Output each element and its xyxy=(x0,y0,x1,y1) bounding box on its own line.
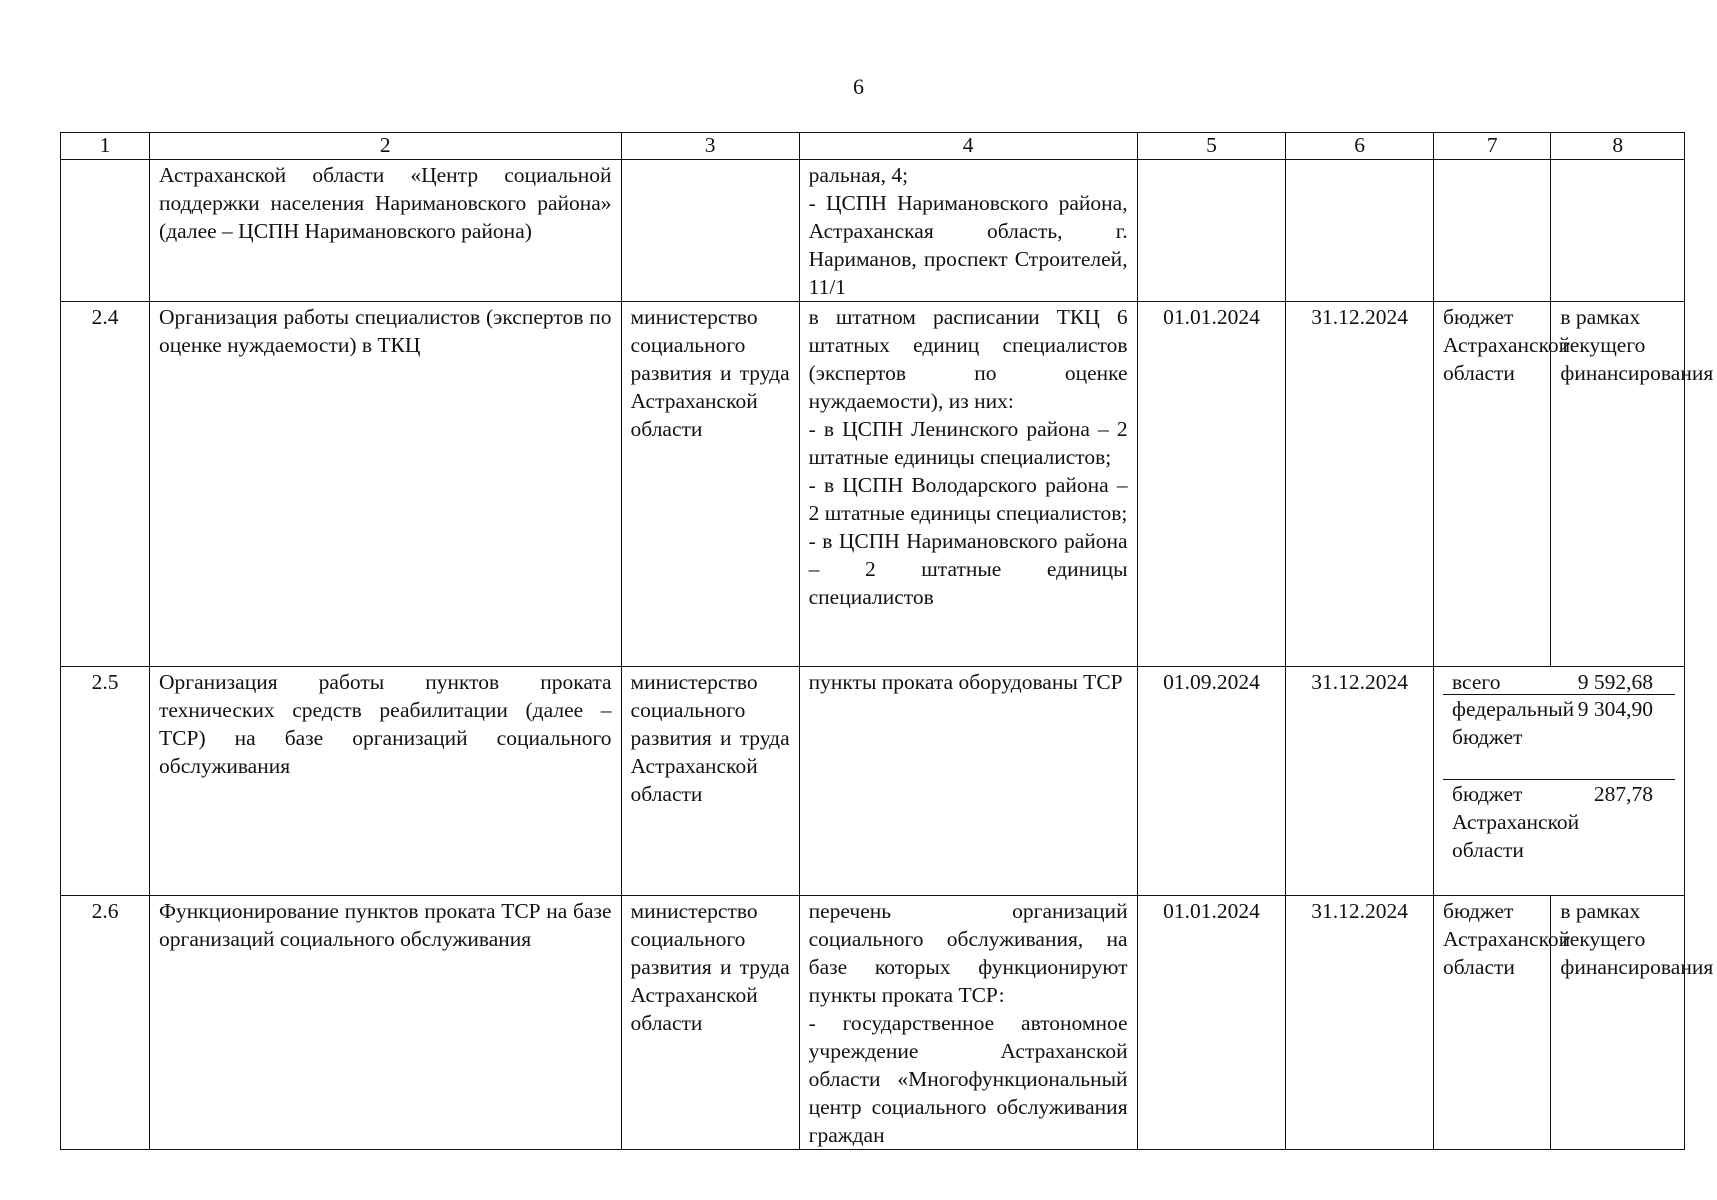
page-number: 6 xyxy=(853,74,864,99)
measure-name: Астраханской области «Центр социальной поддержки населения Наримановского района» (далее – ЦСПН Наримановского района) xyxy=(150,160,622,302)
column-header: 3 xyxy=(621,133,799,160)
responsible-executor: министерство социального развития и труда Астраханской области xyxy=(621,896,799,1150)
expected-result: в штатном расписании ТКЦ 6 штатных единиц специалистов (экспертов по оценке нуждаемости), из них: - в ЦСПН Ленинского района – 2 штатные единицы специалистов; - в ЦСПН Володарского района – 2 штатные единицы специалистов; - в ЦСПН Наримановского района – 2 штатные единицы специалистов xyxy=(799,302,1137,667)
end-date: 31.12.2024 xyxy=(1286,667,1434,896)
start-date: 01.01.2024 xyxy=(1137,302,1286,667)
measure-name: Организация работы пунктов проката технических средств реабилитации (далее – ТСР) на базе организаций социального обслуживания xyxy=(150,667,622,896)
end-date: 31.12.2024 xyxy=(1286,302,1434,667)
funding-line xyxy=(1443,779,1675,892)
responsible-executor xyxy=(621,160,799,302)
column-header: 1 xyxy=(61,133,150,160)
funding-source: бюджет Астраханской области xyxy=(1434,896,1551,1150)
funding-source: федеральный бюджет xyxy=(1452,697,1575,749)
table-row xyxy=(61,302,1685,667)
expected-result: ральная, 4; - ЦСПН Наримановского района, Астраханская область, г. Нариманов, проспект Строителей, 11/1 xyxy=(799,160,1137,302)
funding-amount: 287,78 xyxy=(1593,782,1653,806)
start-date: 01.01.2024 xyxy=(1137,896,1286,1150)
column-header: 6 xyxy=(1286,133,1434,160)
table-row xyxy=(61,160,1685,302)
row-number: 2.6 xyxy=(61,896,150,1150)
row-number xyxy=(61,160,150,302)
funding-amount: 9 304,90 xyxy=(1577,697,1653,721)
funding-line xyxy=(1443,668,1675,694)
measure-name: Организация работы специалистов (экспертов по оценке нуждаемости) в ТКЦ xyxy=(150,302,622,667)
funding-amount xyxy=(1551,160,1685,302)
start-date xyxy=(1137,160,1286,302)
expected-result: пункты проката оборудованы ТСР xyxy=(799,667,1137,896)
column-header: 7 xyxy=(1434,133,1551,160)
measure-name: Функционирование пунктов проката ТСР на базе организаций социального обслуживания xyxy=(150,896,622,1150)
responsible-executor: министерство социального развития и труда Астраханской области xyxy=(621,302,799,667)
expected-result: перечень организаций социального обслуживания, на базе которых функционируют пункты проката ТСР: - государственное автономное учреждение Астраханской области «Многофункциональный центр социального обслуживания граждан xyxy=(799,896,1137,1150)
funding-source: бюджет Астраханской области xyxy=(1452,782,1580,862)
end-date xyxy=(1286,160,1434,302)
funding-amount: в рамках текущего финансирования xyxy=(1551,302,1685,667)
column-header: 5 xyxy=(1137,133,1286,160)
funding-line xyxy=(1443,694,1675,779)
row-number: 2.4 xyxy=(61,302,150,667)
funding-breakdown xyxy=(1434,667,1685,896)
column-number-row xyxy=(61,133,1685,160)
column-header: 2 xyxy=(150,133,622,160)
table-row xyxy=(61,667,1685,896)
row-number: 2.5 xyxy=(61,667,150,896)
column-header: 4 xyxy=(799,133,1137,160)
funding-source: бюджет Астраханской области xyxy=(1434,302,1551,667)
start-date: 01.09.2024 xyxy=(1137,667,1286,896)
end-date: 31.12.2024 xyxy=(1286,896,1434,1150)
funding-amount: в рамках текущего финансирования xyxy=(1551,896,1685,1150)
funding-source xyxy=(1434,160,1551,302)
table-row xyxy=(61,896,1685,1150)
funding-amount: 9 592,68 xyxy=(1577,670,1653,694)
responsible-executor: министерство социального развития и труда Астраханской области xyxy=(621,667,799,896)
measures-table xyxy=(60,132,1714,1150)
funding-source: всего xyxy=(1452,670,1501,694)
column-header: 8 xyxy=(1551,133,1685,160)
